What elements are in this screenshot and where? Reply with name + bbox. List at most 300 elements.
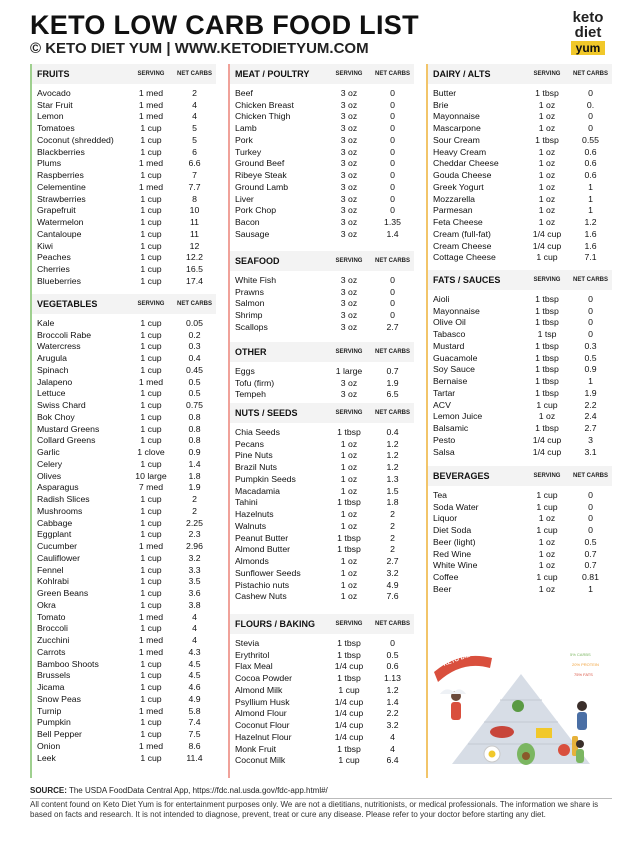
net-carbs: 0 bbox=[390, 637, 395, 648]
food-row bbox=[32, 470, 216, 482]
food-name: Almond Butter bbox=[235, 544, 291, 555]
food-name: Zucchini bbox=[37, 635, 70, 646]
net-carbs: 0 bbox=[390, 298, 395, 309]
serving-size: 1 oz bbox=[538, 99, 556, 110]
serving-size: 1 tbsp bbox=[337, 532, 361, 543]
serving-size: 1 cup bbox=[536, 525, 558, 536]
food-name: Asparagus bbox=[37, 482, 79, 493]
food-row bbox=[230, 87, 414, 99]
food-row bbox=[32, 611, 216, 623]
food-name: Plums bbox=[37, 158, 62, 169]
net-carbs: 1.13 bbox=[384, 673, 401, 684]
food-row bbox=[32, 740, 216, 752]
net-carbs: 1.6 bbox=[584, 228, 597, 239]
food-name: Tomato bbox=[37, 611, 66, 622]
food-name: Sunflower Seeds bbox=[235, 567, 301, 578]
food-row bbox=[32, 423, 216, 435]
net-carbs: 0 bbox=[390, 170, 395, 181]
food-name: Walnuts bbox=[235, 520, 267, 531]
food-row bbox=[230, 473, 414, 485]
food-name: Chicken Thigh bbox=[235, 111, 291, 122]
food-row bbox=[428, 536, 612, 548]
food-name: Lemon bbox=[37, 111, 64, 122]
food-name: Brussels bbox=[37, 670, 71, 681]
food-name: Olive Oil bbox=[433, 317, 466, 328]
net-carbs: 4 bbox=[390, 743, 395, 754]
food-name: Diet Soda bbox=[433, 525, 472, 536]
net-carbs: 0.55 bbox=[582, 134, 599, 145]
net-carbs: 2.25 bbox=[186, 517, 203, 528]
food-row bbox=[230, 321, 414, 333]
section-vegetables bbox=[32, 294, 216, 764]
serving-size: 1 med bbox=[138, 646, 164, 657]
food-name: Watermelon bbox=[37, 217, 84, 228]
food-row bbox=[32, 623, 216, 635]
serving-size: 1 med bbox=[138, 87, 164, 98]
serving-size: 1 cup bbox=[338, 684, 360, 695]
net-carbs: 11.4 bbox=[186, 752, 203, 763]
food-row bbox=[428, 293, 612, 305]
net-carbs: 12.2 bbox=[186, 252, 203, 263]
net-carbs: 0 bbox=[588, 489, 593, 500]
food-name: Star Fruit bbox=[37, 99, 73, 110]
food-name: Leek bbox=[37, 752, 56, 763]
food-name: Psyllium Husk bbox=[235, 696, 290, 707]
net-carbs-column-header: NET CARBS bbox=[572, 71, 608, 77]
net-carbs: 7.1 bbox=[584, 252, 597, 263]
food-name: Ground Beef bbox=[235, 158, 285, 169]
column-2 bbox=[228, 64, 414, 778]
net-carbs: 0.3 bbox=[188, 341, 201, 352]
food-name: Feta Cheese bbox=[433, 217, 483, 228]
serving-column-header: SERVING bbox=[533, 277, 561, 283]
serving-size: 1 tbsp bbox=[337, 673, 361, 684]
food-row bbox=[230, 544, 414, 556]
net-carbs: 0.5 bbox=[584, 352, 597, 363]
food-row bbox=[32, 252, 216, 264]
food-row bbox=[32, 122, 216, 134]
serving-size: 1 tsp bbox=[537, 329, 557, 340]
food-row bbox=[32, 275, 216, 287]
food-list bbox=[230, 365, 414, 400]
serving-size: 1 oz bbox=[538, 181, 556, 192]
serving-size: 1/4 cup bbox=[334, 696, 364, 707]
serving-size: 1 tbsp bbox=[337, 544, 361, 555]
food-row bbox=[230, 485, 414, 497]
section-header bbox=[230, 403, 414, 423]
net-carbs: 3.5 bbox=[188, 576, 201, 587]
person-head bbox=[576, 740, 584, 748]
food-name: Spinach bbox=[37, 364, 69, 375]
food-name: Liquor bbox=[433, 513, 458, 524]
serving-size: 1 oz bbox=[340, 556, 358, 567]
person-body bbox=[451, 702, 461, 720]
food-name: Stevia bbox=[235, 637, 260, 648]
net-carbs: 1.2 bbox=[386, 438, 399, 449]
food-row bbox=[32, 352, 216, 364]
food-row bbox=[32, 435, 216, 447]
net-carbs: 0 bbox=[390, 134, 395, 145]
food-row bbox=[32, 446, 216, 458]
food-row bbox=[230, 286, 414, 298]
food-row bbox=[230, 274, 414, 286]
food-name: Tomatoes bbox=[37, 123, 75, 134]
serving-size: 1 oz bbox=[538, 513, 556, 524]
logo-line-yum: yum bbox=[571, 41, 606, 55]
section-other bbox=[230, 342, 414, 400]
serving-size: 1 cup bbox=[140, 423, 162, 434]
food-name: Erythritol bbox=[235, 649, 270, 660]
serving-size: 1 cup bbox=[140, 240, 162, 251]
food-row bbox=[428, 524, 612, 536]
food-name: Parmesan bbox=[433, 205, 473, 216]
serving-size: 1 oz bbox=[340, 462, 358, 473]
net-carbs: 2.2 bbox=[584, 399, 597, 410]
section-title: SEAFOOD bbox=[235, 256, 280, 266]
pyramid-label-protein: 20% PROTEIN bbox=[572, 662, 599, 667]
food-name: Brazil Nuts bbox=[235, 462, 277, 473]
net-carbs: 0.8 bbox=[188, 435, 201, 446]
food-name: Bamboo Shoots bbox=[37, 658, 99, 669]
pyramid-label-carbs: 5% CARBS bbox=[570, 652, 591, 657]
serving-size: 1 oz bbox=[340, 438, 358, 449]
food-name: Cucumber bbox=[37, 541, 78, 552]
serving-size: 1 oz bbox=[538, 411, 556, 422]
food-row bbox=[32, 728, 216, 740]
section-title: FRUITS bbox=[37, 69, 70, 79]
serving-size: 3 oz bbox=[340, 181, 358, 192]
net-carbs: 2 bbox=[390, 532, 395, 543]
food-name: Brie bbox=[433, 99, 449, 110]
food-name: White Fish bbox=[235, 274, 277, 285]
net-carbs: 0 bbox=[588, 293, 593, 304]
food-row bbox=[428, 146, 612, 158]
column-1 bbox=[30, 64, 216, 778]
net-carbs: 5 bbox=[192, 123, 197, 134]
net-carbs: 11 bbox=[189, 217, 200, 228]
food-row bbox=[32, 752, 216, 764]
food-row bbox=[230, 158, 414, 170]
food-row bbox=[230, 684, 414, 696]
food-row bbox=[230, 122, 414, 134]
food-row bbox=[230, 591, 414, 603]
net-carbs: 4.5 bbox=[188, 658, 201, 669]
food-list bbox=[428, 489, 612, 595]
food-row bbox=[32, 564, 216, 576]
food-name: Snow Peas bbox=[37, 693, 81, 704]
serving-size: 1 oz bbox=[538, 111, 556, 122]
section-header bbox=[230, 251, 414, 271]
food-name: Carrots bbox=[37, 646, 66, 657]
food-name: Almond Milk bbox=[235, 684, 283, 695]
food-name: Guacamole bbox=[433, 352, 478, 363]
net-carbs: 3 bbox=[588, 434, 593, 445]
food-row bbox=[32, 505, 216, 517]
serving-size: 1 med bbox=[138, 740, 164, 751]
food-name: Broccoli Rabe bbox=[37, 329, 92, 340]
net-carbs: 6.4 bbox=[386, 755, 399, 766]
net-carbs: 7.6 bbox=[386, 591, 399, 602]
serving-size: 1 tbsp bbox=[535, 293, 559, 304]
food-row bbox=[32, 376, 216, 388]
serving-size: 1 oz bbox=[538, 583, 556, 594]
serving-size: 1 cup bbox=[140, 400, 162, 411]
net-carbs: 0 bbox=[588, 87, 593, 98]
net-carbs: 5.8 bbox=[188, 705, 201, 716]
serving-size: 1 cup bbox=[140, 729, 162, 740]
food-name: Ribeye Steak bbox=[235, 170, 287, 181]
food-row bbox=[32, 552, 216, 564]
net-carbs: 0.6 bbox=[584, 170, 597, 181]
food-name: Cheddar Cheese bbox=[433, 158, 499, 169]
food-name: Onion bbox=[37, 740, 61, 751]
serving-size: 3 oz bbox=[340, 111, 358, 122]
food-row bbox=[32, 529, 216, 541]
serving-size: 1 med bbox=[138, 181, 164, 192]
section-title: DAIRY / ALTS bbox=[433, 69, 491, 79]
food-name: Jalapeno bbox=[37, 376, 73, 387]
food-list bbox=[428, 293, 612, 458]
food-name: ACV bbox=[433, 399, 451, 410]
food-name: Chia Seeds bbox=[235, 426, 280, 437]
net-carbs: 0 bbox=[588, 329, 593, 340]
net-carbs: 0 bbox=[390, 99, 395, 110]
serving-size: 1 tbsp bbox=[535, 376, 559, 387]
section-header bbox=[230, 64, 414, 84]
food-name: Prawns bbox=[235, 286, 264, 297]
food-row bbox=[32, 228, 216, 240]
serving-size: 1 cup bbox=[140, 588, 162, 599]
serving-size: 1 oz bbox=[340, 473, 358, 484]
net-carbs: 0.8 bbox=[188, 411, 201, 422]
serving-size: 1 oz bbox=[340, 509, 358, 520]
net-carbs: 7.4 bbox=[188, 717, 201, 728]
net-carbs: 2.7 bbox=[584, 423, 597, 434]
serving-size: 1 oz bbox=[538, 123, 556, 134]
food-row bbox=[230, 111, 414, 123]
serving-size: 1 cup bbox=[140, 388, 162, 399]
serving-size: 1 cup bbox=[140, 353, 162, 364]
logo-line-keto: keto bbox=[572, 9, 604, 26]
serving-column-header: SERVING bbox=[335, 349, 363, 355]
food-name: Pine Nuts bbox=[235, 450, 273, 461]
net-carbs: 0 bbox=[390, 87, 395, 98]
net-carbs: 2.96 bbox=[186, 541, 203, 552]
net-carbs: 0.6 bbox=[584, 146, 597, 157]
net-carbs: 4.3 bbox=[188, 646, 201, 657]
food-row bbox=[32, 388, 216, 400]
net-carbs: 4.9 bbox=[386, 579, 399, 590]
logo-line-diet: diet bbox=[574, 24, 602, 41]
net-carbs: 0.7 bbox=[386, 365, 399, 376]
net-carbs: 0 bbox=[588, 305, 593, 316]
net-carbs: 0.6 bbox=[386, 661, 399, 672]
food-list bbox=[32, 317, 216, 764]
net-carbs: 0.5 bbox=[188, 376, 201, 387]
net-carbs: 3.8 bbox=[188, 599, 201, 610]
food-row bbox=[32, 717, 216, 729]
serving-size: 1 cup bbox=[536, 489, 558, 500]
net-carbs: 3.3 bbox=[188, 564, 201, 575]
net-carbs-column-header: NET CARBS bbox=[572, 277, 608, 283]
food-row bbox=[230, 146, 414, 158]
food-row bbox=[230, 205, 414, 217]
cheese-shape bbox=[536, 728, 552, 738]
food-name: Mozzarella bbox=[433, 193, 476, 204]
net-carbs: 0 bbox=[588, 525, 593, 536]
serving-size: 1 tbsp bbox=[535, 134, 559, 145]
net-carbs: 0.5 bbox=[584, 536, 597, 547]
food-row bbox=[32, 181, 216, 193]
food-row bbox=[32, 482, 216, 494]
food-name: Liver bbox=[235, 193, 254, 204]
net-carbs: 4 bbox=[192, 623, 197, 634]
serving-size: 1 med bbox=[138, 635, 164, 646]
net-carbs-column-header: NET CARBS bbox=[374, 621, 410, 627]
serving-size: 1 cup bbox=[140, 717, 162, 728]
banner-text: KETO DIET bbox=[442, 651, 475, 668]
section-meat-poultry bbox=[230, 64, 414, 240]
food-list bbox=[230, 637, 414, 766]
food-row bbox=[32, 646, 216, 658]
serving-size: 1 oz bbox=[538, 536, 556, 547]
serving-column-header: SERVING bbox=[335, 621, 363, 627]
net-carbs: 0 bbox=[390, 286, 395, 297]
section-title: FATS / SAUCES bbox=[433, 275, 501, 285]
net-carbs: 3.6 bbox=[188, 588, 201, 599]
net-carbs-column-header: NET CARBS bbox=[176, 301, 212, 307]
food-row bbox=[32, 134, 216, 146]
net-carbs: 11 bbox=[189, 228, 200, 239]
serving-size: 1 cup bbox=[140, 599, 162, 610]
serving-size: 1 cup bbox=[338, 755, 360, 766]
net-carbs: 1.2 bbox=[386, 462, 399, 473]
serving-column-header: SERVING bbox=[533, 71, 561, 77]
food-name: Beer (light) bbox=[433, 536, 476, 547]
net-carbs: 2.7 bbox=[386, 556, 399, 567]
food-row bbox=[428, 387, 612, 399]
food-name: Tofu (firm) bbox=[235, 377, 275, 388]
net-carbs: 4 bbox=[192, 111, 197, 122]
page-title: KETO LOW CARB FOOD LIST bbox=[30, 10, 419, 40]
serving-size: 1 cup bbox=[140, 134, 162, 145]
food-row bbox=[428, 548, 612, 560]
food-name: Blueberries bbox=[37, 275, 81, 286]
food-row bbox=[428, 305, 612, 317]
food-row bbox=[230, 661, 414, 673]
food-row bbox=[428, 252, 612, 264]
net-carbs: 1.2 bbox=[584, 217, 597, 228]
food-name: Okra bbox=[37, 599, 56, 610]
food-name: Blackberries bbox=[37, 146, 85, 157]
food-list bbox=[428, 87, 612, 263]
food-row bbox=[32, 576, 216, 588]
serving-size: 1 oz bbox=[538, 170, 556, 181]
serving-size: 3 oz bbox=[340, 377, 358, 388]
person-body bbox=[577, 712, 587, 730]
net-carbs: 12 bbox=[189, 240, 200, 251]
food-name: Bell Pepper bbox=[37, 729, 82, 740]
food-row bbox=[428, 169, 612, 181]
food-name: Lemon Juice bbox=[433, 411, 483, 422]
food-name: Eggplant bbox=[37, 529, 72, 540]
food-row bbox=[230, 438, 414, 450]
serving-size: 3 oz bbox=[340, 134, 358, 145]
section-title: NUTS / SEEDS bbox=[235, 408, 298, 418]
serving-size: 3 oz bbox=[340, 389, 358, 400]
net-carbs-column-header: NET CARBS bbox=[374, 410, 410, 416]
food-name: Mascarpone bbox=[433, 123, 481, 134]
net-carbs: 1.4 bbox=[188, 458, 201, 469]
net-carbs: 1.9 bbox=[584, 387, 597, 398]
food-name: Sausage bbox=[235, 228, 270, 239]
food-row bbox=[428, 205, 612, 217]
net-carbs: 0 bbox=[390, 146, 395, 157]
food-row bbox=[32, 364, 216, 376]
net-carbs: 1.9 bbox=[386, 377, 399, 388]
section-seafood bbox=[230, 251, 414, 333]
net-carbs: 0.7 bbox=[584, 560, 597, 571]
food-name: Hazelnut Flour bbox=[235, 731, 292, 742]
serving-size: 1/4 cup bbox=[532, 240, 562, 251]
food-row bbox=[230, 228, 414, 240]
food-row bbox=[428, 422, 612, 434]
food-name: Cottage Cheese bbox=[433, 252, 496, 263]
serving-size: 1 tbsp bbox=[337, 426, 361, 437]
food-name: White Wine bbox=[433, 560, 478, 571]
section-header bbox=[230, 614, 414, 634]
food-list bbox=[230, 274, 414, 333]
serving-size: 1 large bbox=[335, 365, 363, 376]
net-carbs: 0.5 bbox=[188, 388, 201, 399]
net-carbs: 2.7 bbox=[386, 321, 399, 332]
food-row bbox=[230, 555, 414, 567]
serving-size: 1/4 cup bbox=[334, 731, 364, 742]
serving-size: 1 cup bbox=[140, 411, 162, 422]
net-carbs: 4 bbox=[192, 635, 197, 646]
food-row bbox=[32, 599, 216, 611]
food-name: Kohlrabi bbox=[37, 576, 69, 587]
food-row bbox=[32, 341, 216, 353]
food-row bbox=[32, 670, 216, 682]
serving-size: 1 oz bbox=[538, 146, 556, 157]
tomato-shape bbox=[558, 744, 570, 756]
food-row bbox=[428, 501, 612, 513]
food-row bbox=[32, 587, 216, 599]
serving-size: 1 med bbox=[138, 541, 164, 552]
net-carbs: 10 bbox=[189, 205, 200, 216]
food-row bbox=[32, 169, 216, 181]
net-carbs: 2 bbox=[192, 505, 197, 516]
food-name: Gouda Cheese bbox=[433, 170, 492, 181]
serving-size: 1 cup bbox=[140, 517, 162, 528]
serving-size: 1 cup bbox=[140, 205, 162, 216]
net-carbs-column-header: NET CARBS bbox=[572, 473, 608, 479]
net-carbs: 1.35 bbox=[384, 217, 401, 228]
food-row bbox=[428, 583, 612, 595]
net-carbs: 0 bbox=[588, 317, 593, 328]
serving-size: 1 tbsp bbox=[337, 637, 361, 648]
food-row bbox=[32, 111, 216, 123]
food-name: Pumpkin bbox=[37, 717, 71, 728]
section-title: VEGETABLES bbox=[37, 299, 98, 309]
serving-size: 1 cup bbox=[536, 399, 558, 410]
food-name: Coconut Milk bbox=[235, 755, 286, 766]
food-row bbox=[428, 434, 612, 446]
net-carbs: 2 bbox=[390, 544, 395, 555]
food-row bbox=[230, 365, 414, 377]
food-row bbox=[32, 193, 216, 205]
